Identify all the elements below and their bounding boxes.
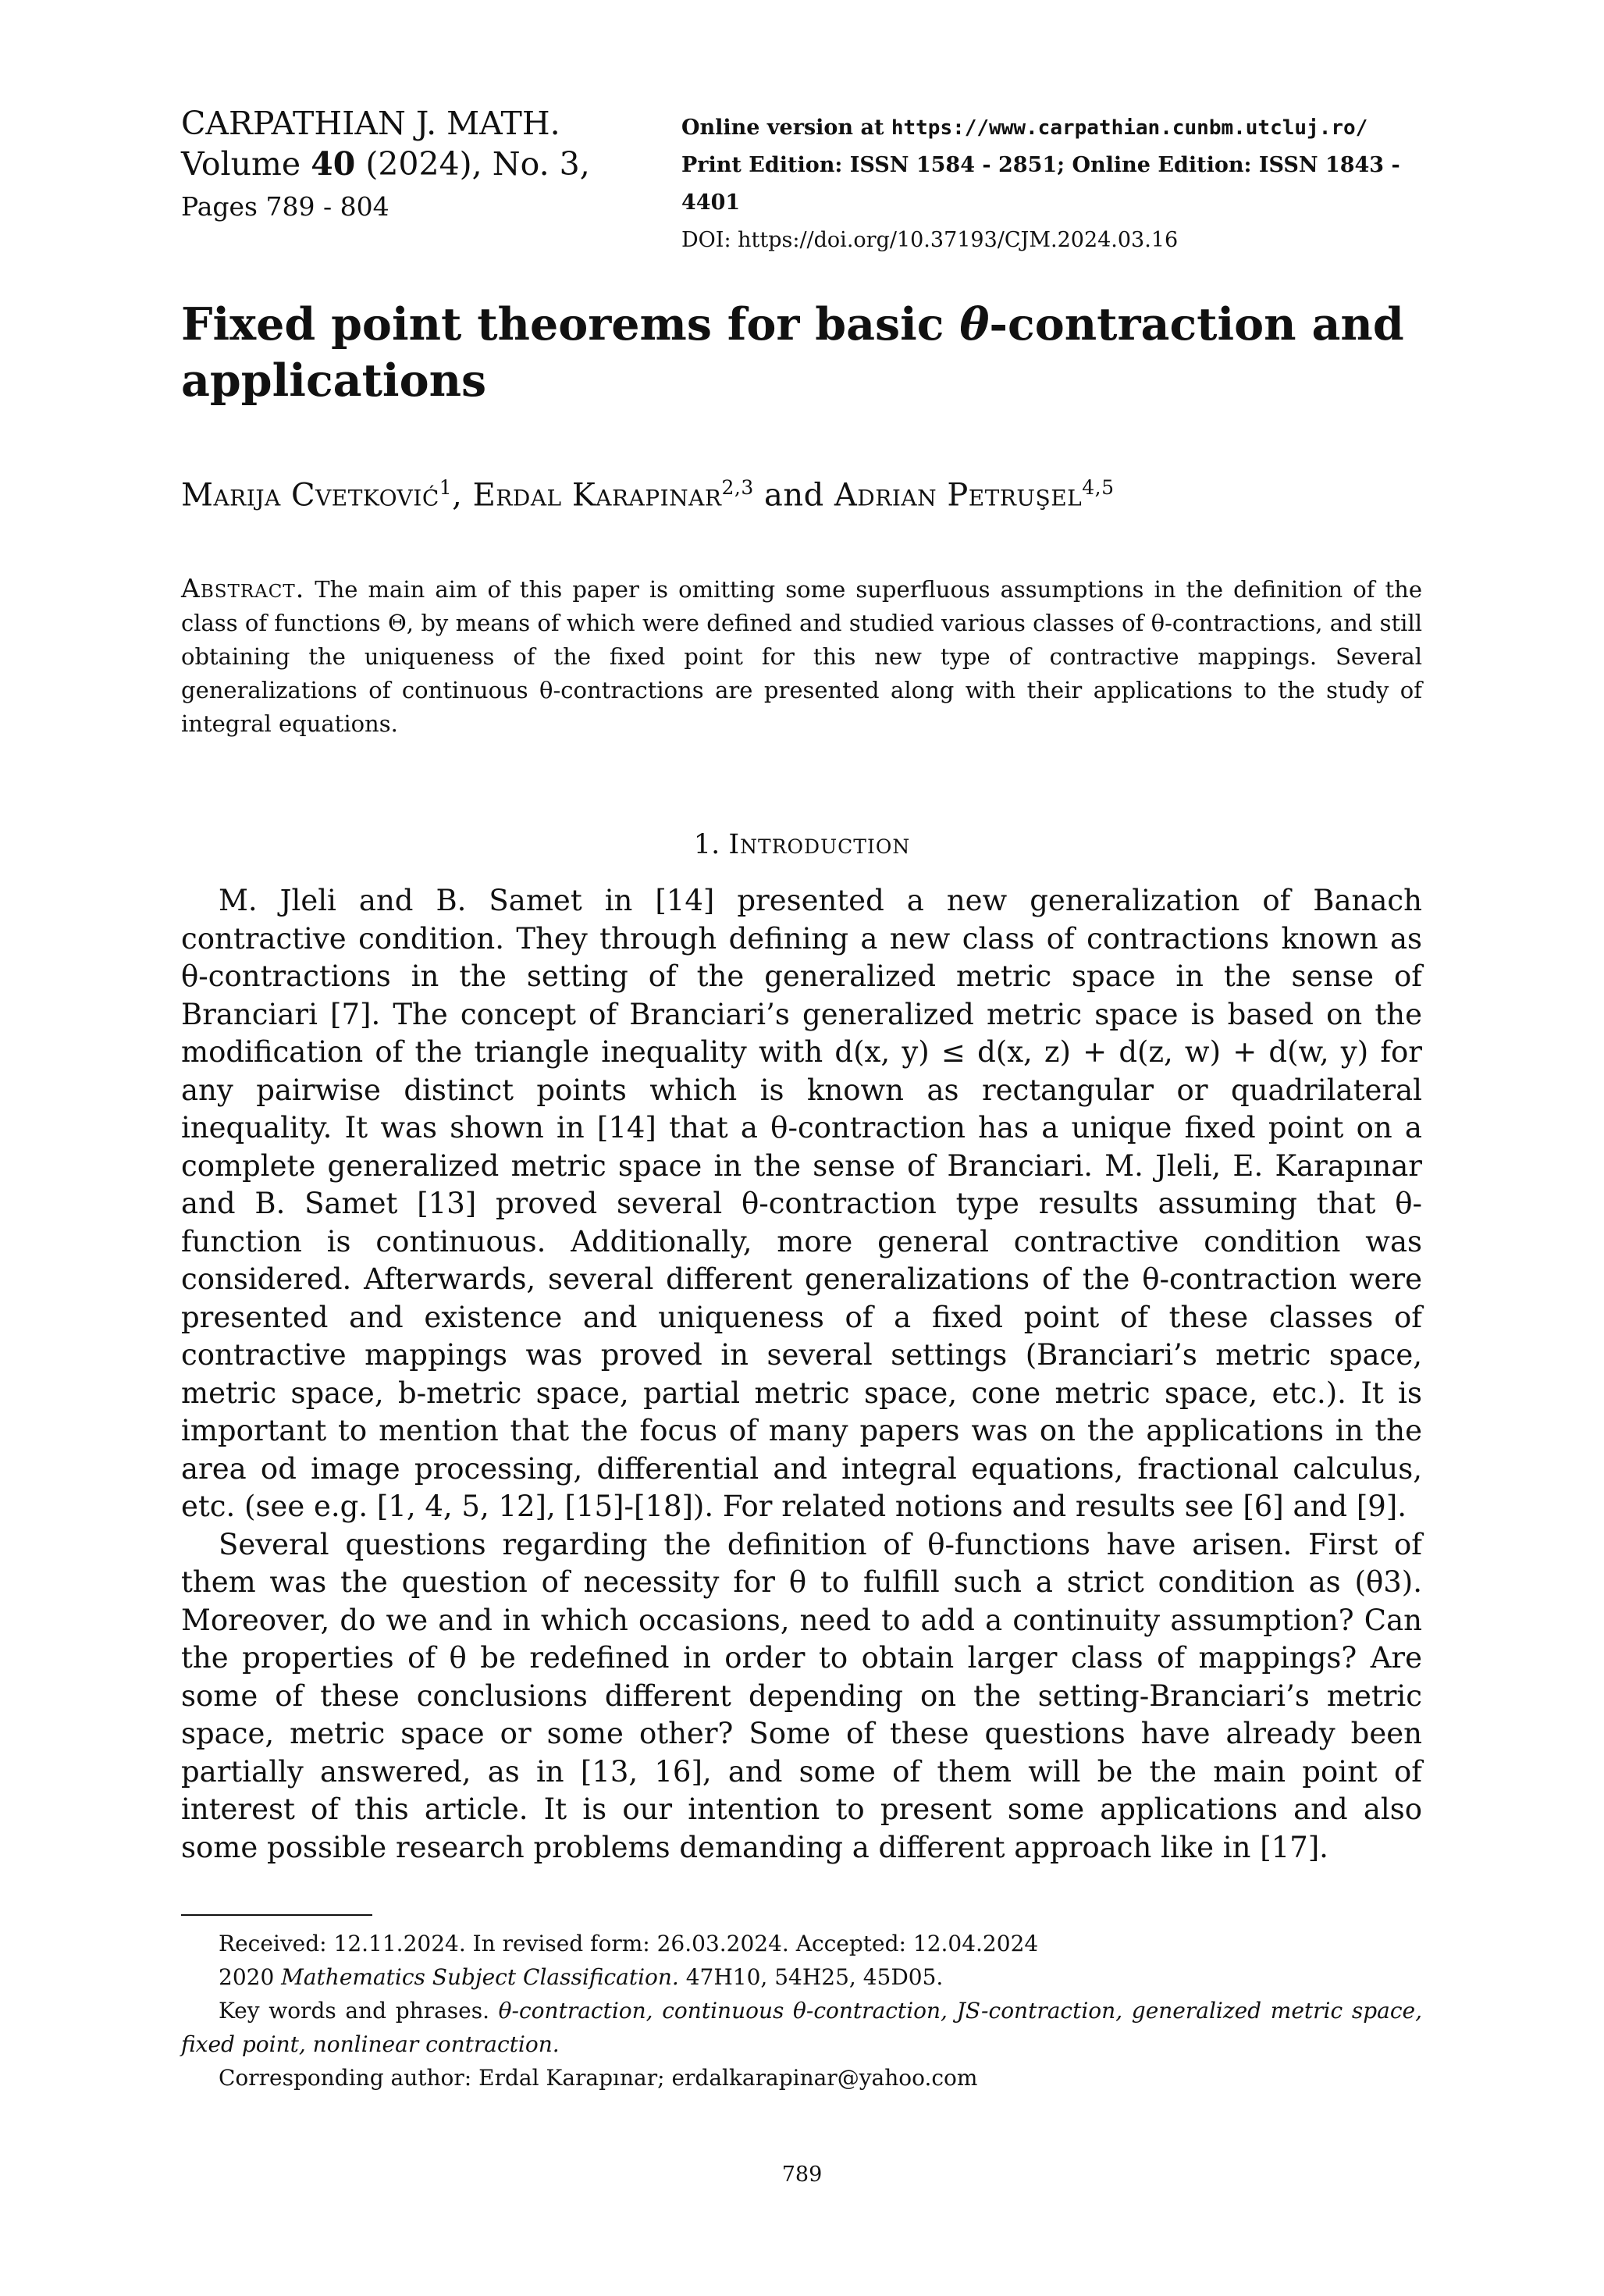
corresponding-author: Corresponding author: Erdal Karapınar; erdalkarapinar@yahoo.com: [219, 2065, 978, 2091]
abstract-label: Abstract.: [181, 573, 305, 603]
footnote-rule: [181, 1914, 372, 1916]
edition-info: [681, 109, 1446, 259]
abstract: [181, 571, 1422, 741]
paragraph: Several questions regarding the definition of θ-functions have arisen. First of them was the question of necessity for θ to fulfill such a strict condition as (θ3). Moreover, do we and in which occasions, need to add a continuity assumption? Can the properties of θ be redefined in order to obtain larger class of mappings? Are some of these conclusions different depending on the setting-Branciari’s metric space, metric space or some other? Some of these questions have already been partially answered, as in [13, 16], and some of them will be the main point of interest of this article. It is our intention to present some applications and also some possible research problems demanding a different approach like in [17].: [181, 1527, 1422, 1864]
paper-title: Fixed point theorems for basic θ-contraction and applications: [181, 298, 1404, 407]
paragraph: M. Jleli and B. Samet in [14] presented a new generalization of Banach contractive condition. They through defining a new class of contractions known as θ-contractions in the setting of the generalized metric space in the sense of Branciari [7]. The concept of Branciari’s generalized metric space is based on the modification of the triangle inequality with d(x, y) ≤ d(x, z) + d(z, w) + d(w, y) for any pairwise distinct points which is known as rectangular or quadrilateral inequality. It was shown in [14] that a θ-contraction has a unique fixed point on a complete generalized metric space in the sense of Branciari. M. Jleli, E. Karapınar and B. Samet [13] proved several θ-contraction type results assuming that θ-function is continuous. Additionally, more general contractive condition was considered. Afterwards, several different generalizations of the θ-contraction were presented and existence and uniqueness of a fixed point of these classes of contractive mappings was proved in several settings (Branciari’s metric space, metric space, b-metric space, partial metric space, cone metric space, etc.). It is important to mention that the focus of many papers was on the applications in the area od image processing, differential and integral equations, fractional calculus, etc. (see e.g. [1, 4, 5, 12], [15]-[18]). For related notions and results see [6] and [9].: [181, 884, 1422, 1523]
msc-classification: 2020 Mathematics Subject Classification. 47H10, 54H25, 45D05.: [219, 1964, 944, 1990]
author-3: Adrian Petruşel: [834, 477, 1083, 514]
journal-url-link[interactable]: https://www.carpathian.cunbm.utcluj.ro/: [891, 116, 1368, 140]
section-heading: 1. Introduction: [693, 829, 911, 860]
journal-header: [181, 103, 618, 230]
page-range: Pages 789 - 804: [181, 191, 389, 222]
doi-link[interactable]: DOI: https://doi.org/10.37193/CJM.2024.03.16: [681, 228, 1179, 252]
received-dates: Received: 12.11.2024. In revised form: 26.03.2024. Accepted: 12.04.2024: [219, 1931, 1039, 1956]
abstract-text: The main aim of this paper is omitting some superfluous assumptions in the definition of the class of functions Θ, by means of which were defined and studied various classes of θ-contractions, and still obtaining the uniqueness of the fixed point for this new type of contractive mappings. Several generalizations of continuous θ-contractions are presented along with their applications to the study of integral equations.: [181, 576, 1423, 737]
author-list: Marija Cvetković$^1$, Erdal Karapinar$^{2,3}$ and Adrian Petruşel$^{4,5}$: [181, 476, 1115, 514]
volume-number: 40: [311, 145, 356, 183]
author-2: Erdal Karapinar: [472, 477, 722, 514]
volume-line: Volume 40 (2024), No. 3,: [181, 145, 590, 183]
journal-name: CARPATHIAN J. MATH.: [181, 105, 560, 142]
keywords: Key words and phrases. θ-contraction, continuous θ-contraction, JS-contraction, generalized metric space, fixed point, nonlinear contraction.: [181, 1998, 1422, 2057]
author-1: Marija Cvetković: [181, 477, 439, 514]
online-version-line: Online version at https://www.carpathian.cunbm.utcluj.ro/: [681, 116, 1368, 140]
issn-line: Print Edition: ISSN 1584 - 2851; Online Edition: ISSN 1843 - 4401: [681, 153, 1400, 215]
footnotes: [181, 1927, 1422, 2095]
section-body: [181, 882, 1422, 1867]
page-number: 789: [781, 2163, 823, 2187]
